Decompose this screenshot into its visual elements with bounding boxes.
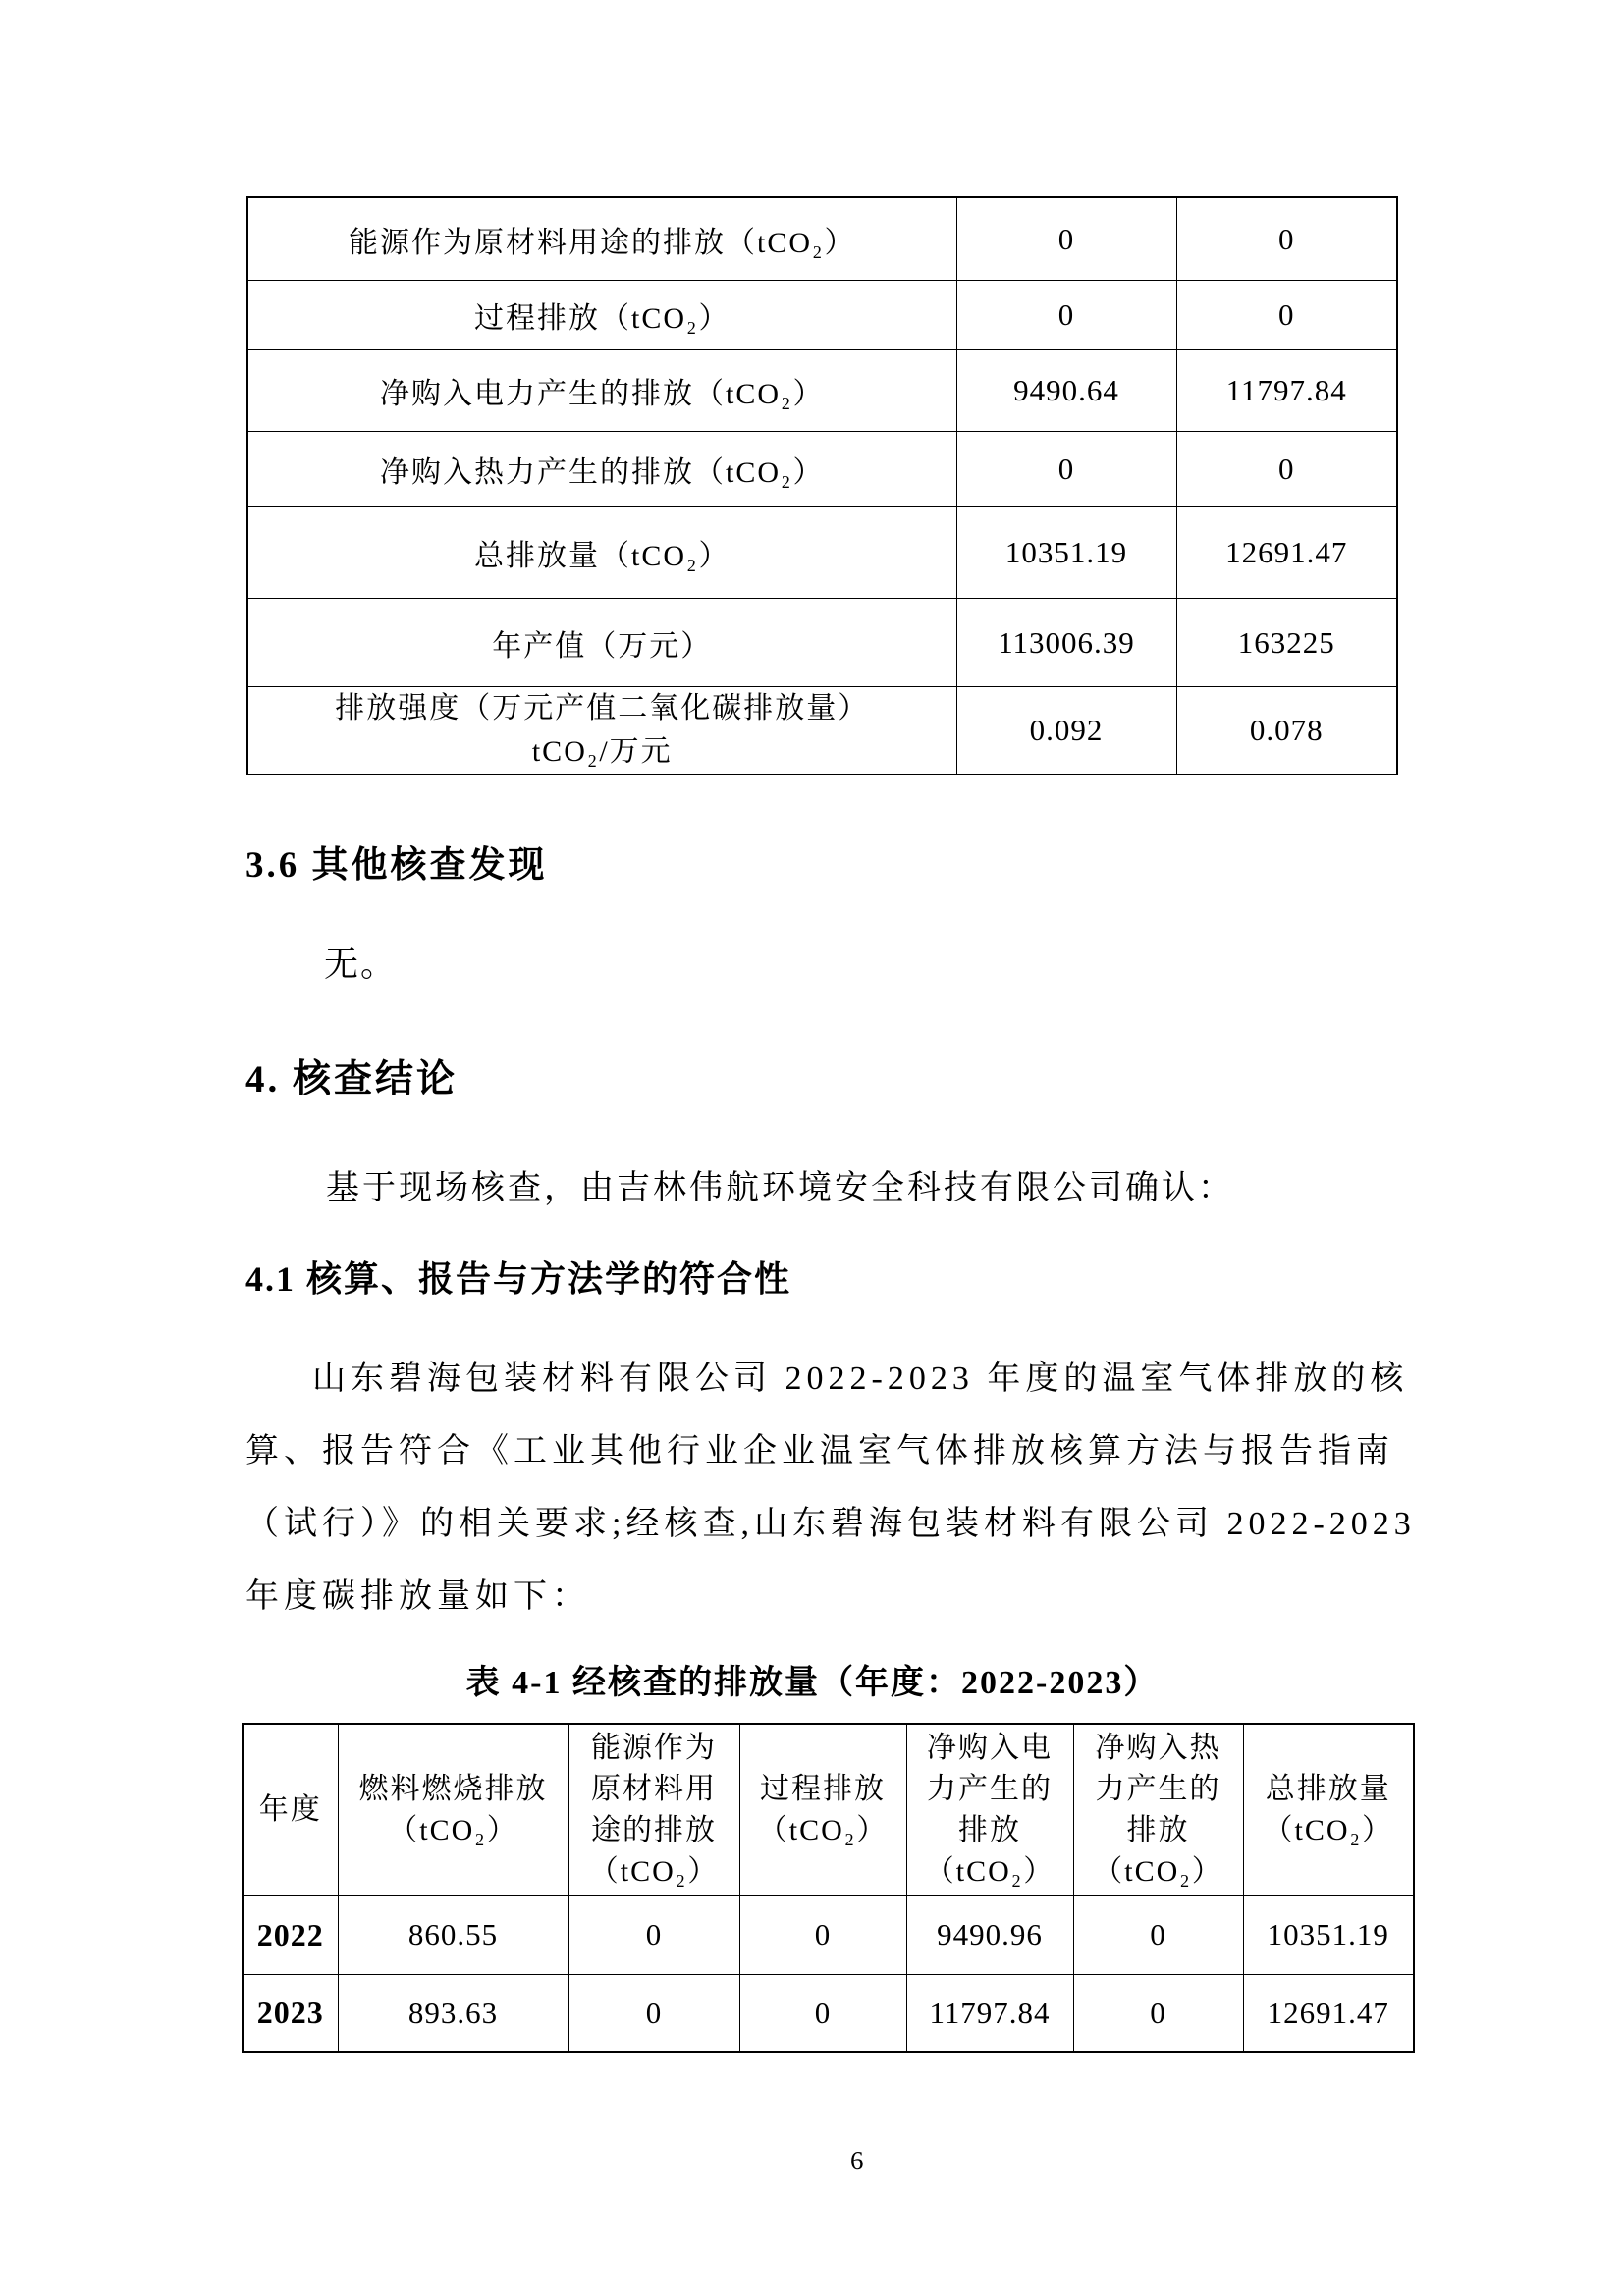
cell-electricity: 11797.84 [906, 1975, 1073, 2053]
row-label: 年产值（万元） [247, 599, 956, 687]
row-label: 过程排放（tCO₂） [247, 281, 956, 350]
value-2022: 0 [956, 281, 1176, 350]
table-row [247, 687, 1397, 775]
header-process: 过程排放（tCO₂） [739, 1724, 906, 1896]
page-number: 6 [850, 2146, 864, 2175]
cell-fuel: 860.55 [338, 1896, 568, 1975]
cell-fuel: 893.63 [338, 1975, 568, 2053]
row-label: 能源作为原材料用途的排放（tCO₂） [247, 197, 956, 281]
row-label-line2: tCO₂/万元 [531, 735, 673, 768]
value-2022: 113006.39 [956, 599, 1176, 687]
cell-energy-raw: 0 [568, 1975, 739, 2053]
paragraph-line: 山东碧海包装材料有限公司 2022-2023 年度的温室气体排放的核 [312, 1361, 1409, 1397]
header-energy-raw-material: 能源作为原材料用途的排放（tCO₂） [568, 1724, 739, 1896]
row-label: 总排放量（tCO₂） [247, 507, 956, 599]
value-2022: 0 [956, 432, 1176, 507]
cell-total: 12691.47 [1243, 1975, 1414, 2053]
value-2023: 0 [1176, 432, 1397, 507]
value-2023: 11797.84 [1176, 350, 1397, 432]
value-2023: 0.078 [1176, 687, 1397, 775]
row-label-line1: 排放强度（万元产值二氧化碳排放量） [335, 692, 870, 724]
table-row [247, 281, 1397, 350]
table-row [247, 599, 1397, 687]
paragraph-line: （试行）》的相关要求;经核查,山东碧海包装材料有限公司 2022-2023 [245, 1506, 1416, 1542]
cell-process: 0 [739, 1975, 906, 2053]
row-label [247, 687, 956, 775]
value-2023: 163225 [1176, 599, 1397, 687]
table-row [247, 507, 1397, 599]
header-row [243, 1724, 1414, 1896]
table-row-2023 [243, 1975, 1414, 2053]
paragraph-line: 算、报告符合《工业其他行业企业温室气体排放核算方法与报告指南 [245, 1433, 1394, 1469]
row-label: 净购入热力产生的排放（tCO₂） [247, 432, 956, 507]
cell-process: 0 [739, 1896, 906, 1975]
header-total: 总排放量（tCO₂） [1243, 1724, 1414, 1896]
section-3-6-heading: 3.6 其他核查发现 [245, 845, 548, 885]
header-purchased-electricity: 净购入电力产生的排放（tCO₂） [906, 1724, 1073, 1896]
value-2023: 12691.47 [1176, 507, 1397, 599]
table-4-1-title: 表 4-1 经核查的排放量（年度：2022-2023） [465, 1665, 1160, 1701]
section-3-6-body: 无。 [324, 945, 398, 984]
cell-year: 2023 [243, 1975, 338, 2053]
section-4-1-heading: 4.1 核算、报告与方法学的符合性 [245, 1259, 792, 1299]
table-row [247, 350, 1397, 432]
verified-emissions-table [242, 1723, 1415, 2053]
value-2022: 0.092 [956, 687, 1176, 775]
cell-total: 10351.19 [1243, 1896, 1414, 1975]
value-2022: 10351.19 [956, 507, 1176, 599]
row-label: 净购入电力产生的排放（tCO₂） [247, 350, 956, 432]
cell-energy-raw: 0 [568, 1896, 739, 1975]
table-row [247, 432, 1397, 507]
value-2023: 0 [1176, 197, 1397, 281]
header-year: 年度 [243, 1724, 338, 1896]
section-4-intro: 基于现场核查，由吉林伟航环境安全科技有限公司确认： [326, 1170, 1234, 1206]
cell-electricity: 9490.96 [906, 1896, 1073, 1975]
value-2022: 0 [956, 197, 1176, 281]
cell-heat: 0 [1073, 1896, 1243, 1975]
table-row-2022 [243, 1896, 1414, 1975]
header-purchased-heat: 净购入热力产生的排放（tCO₂） [1073, 1724, 1243, 1896]
value-2023: 0 [1176, 281, 1397, 350]
cell-heat: 0 [1073, 1975, 1243, 2053]
emissions-summary-table [246, 196, 1398, 775]
paragraph-line: 年度碳排放量如下： [245, 1578, 590, 1615]
section-4-heading: 4. 核查结论 [245, 1058, 459, 1100]
table-row [247, 197, 1397, 281]
header-fuel-combustion: 燃料燃烧排放（tCO₂） [338, 1724, 568, 1896]
section-4-1-paragraph [245, 1343, 1416, 1633]
cell-year: 2022 [243, 1896, 338, 1975]
value-2022: 9490.64 [956, 350, 1176, 432]
